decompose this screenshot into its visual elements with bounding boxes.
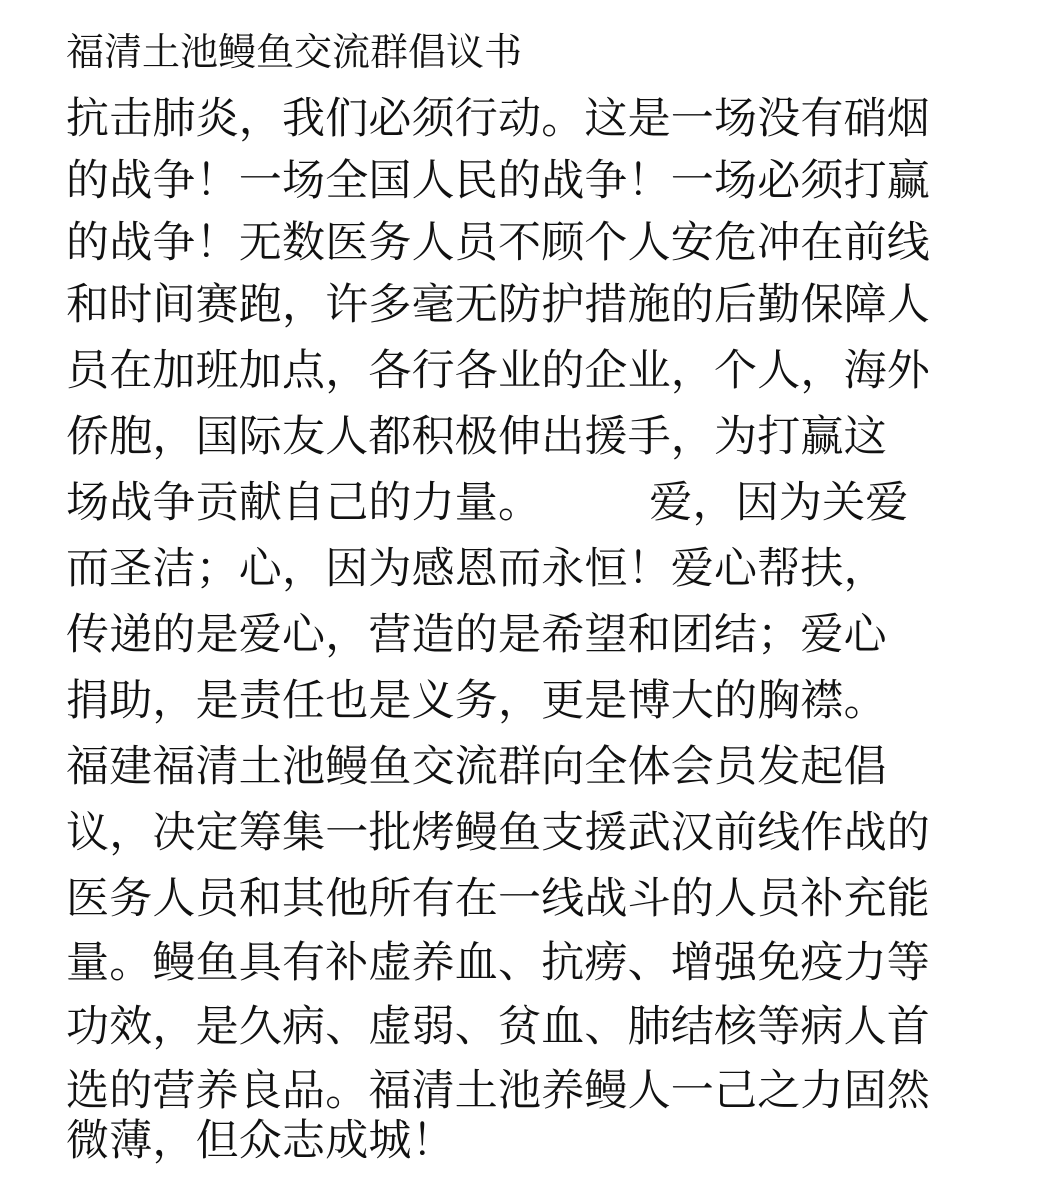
body-line-4: 和时间赛跑，许多毫无防护措施的后勤保障人 bbox=[66, 280, 930, 330]
body-line-17: 微薄，但众志成城！ bbox=[66, 1116, 455, 1166]
body-line-11: 福建福清土池鳗鱼交流群向全体会员发起倡 bbox=[66, 742, 887, 792]
body-line-3: 的战争！无数医务人员不顾个人安危冲在前线 bbox=[66, 218, 930, 268]
body-line-2: 的战争！一场全国人民的战争！一场必须打赢 bbox=[66, 156, 930, 206]
document-title: 福清土池鳗鱼交流群倡议书 bbox=[66, 30, 523, 74]
body-line-16: 选的营养良品。福清土池养鳗人一己之力固然 bbox=[66, 1066, 930, 1116]
body-line-13: 医务人员和其他所有在一线战斗的人员补充能 bbox=[66, 874, 930, 924]
body-line-7: 场战争贡献自己的力量。 爱，因为关爱 bbox=[66, 478, 909, 528]
body-line-12: 议，决定筹集一批烤鳗鱼支援武汉前线作战的 bbox=[66, 808, 930, 858]
body-line-8: 而圣洁；心，因为感恩而永恒！爱心帮扶， bbox=[66, 544, 887, 594]
body-line-14: 量。鳗鱼具有补虚养血、抗痨、增强免疫力等 bbox=[66, 938, 930, 988]
body-line-6: 侨胞，国际友人都积极伸出援手，为打赢这 bbox=[66, 412, 887, 462]
body-line-15: 功效，是久病、虚弱、贫血、肺结核等病人首 bbox=[66, 1002, 930, 1052]
body-line-9: 传递的是爱心，营造的是希望和团结；爱心 bbox=[66, 610, 887, 660]
body-line-5: 员在加班加点，各行各业的企业，个人，海外 bbox=[66, 346, 930, 396]
body-line-10: 捐助，是责任也是义务，更是博大的胸襟。 bbox=[66, 676, 887, 726]
body-line-1: 抗击肺炎，我们必须行动。这是一场没有硝烟 bbox=[66, 94, 930, 144]
